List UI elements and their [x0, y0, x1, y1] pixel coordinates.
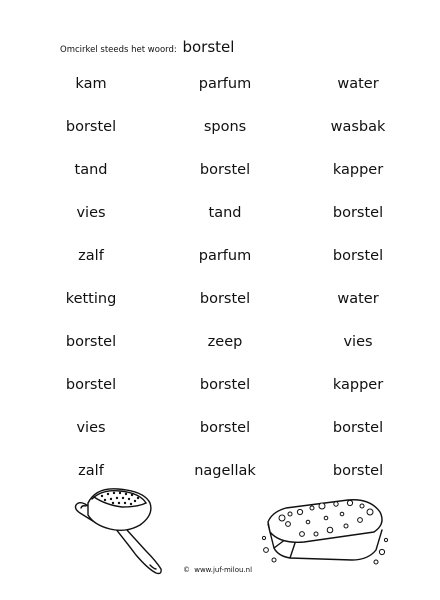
- word-cell[interactable]: borstel: [65, 377, 117, 393]
- word-row: [0, 162, 440, 188]
- word-row: [0, 420, 440, 446]
- word-row: [0, 377, 440, 403]
- word-cell[interactable]: borstel: [65, 119, 117, 135]
- word-row: [0, 205, 440, 231]
- word-cell[interactable]: spons: [203, 119, 247, 135]
- word-cell[interactable]: zeep: [207, 334, 243, 350]
- word-cell[interactable]: water: [337, 76, 379, 92]
- word-row: [0, 76, 440, 102]
- word-cell[interactable]: borstel: [199, 377, 251, 393]
- word-cell[interactable]: vies: [343, 334, 373, 350]
- word-cell[interactable]: kapper: [332, 162, 384, 178]
- instruction-line: [60, 38, 234, 56]
- word-cell[interactable]: borstel: [332, 205, 384, 221]
- word-cell[interactable]: borstel: [332, 463, 384, 479]
- instruction-prefix: Omcirkel steeds het woord:: [60, 45, 177, 55]
- word-cell[interactable]: borstel: [65, 334, 117, 350]
- copyright-symbol: ©: [183, 566, 190, 574]
- soap-icon: [260, 490, 390, 570]
- word-cell[interactable]: borstel: [332, 420, 384, 436]
- footer-credit: [183, 566, 252, 574]
- word-cell[interactable]: borstel: [332, 248, 384, 264]
- word-row: [0, 291, 440, 317]
- word-cell[interactable]: tand: [74, 162, 108, 178]
- word-cell[interactable]: parfum: [198, 76, 252, 92]
- word-cell[interactable]: borstel: [199, 291, 251, 307]
- word-cell[interactable]: kam: [75, 76, 107, 92]
- target-word: borstel: [182, 38, 235, 56]
- brush-icon: [66, 485, 181, 580]
- word-cell[interactable]: borstel: [199, 162, 251, 178]
- word-cell[interactable]: vies: [76, 205, 106, 221]
- word-cell[interactable]: water: [337, 291, 379, 307]
- word-cell[interactable]: zalf: [78, 463, 104, 479]
- word-cell[interactable]: zalf: [78, 248, 104, 264]
- website-link[interactable]: www.juf-milou.nl: [194, 566, 253, 574]
- word-row: [0, 334, 440, 360]
- word-cell[interactable]: vies: [76, 420, 106, 436]
- word-cell[interactable]: parfum: [198, 248, 252, 264]
- word-cell[interactable]: wasbak: [330, 119, 386, 135]
- word-row: [0, 119, 440, 145]
- word-cell[interactable]: tand: [208, 205, 242, 221]
- word-cell[interactable]: nagellak: [194, 463, 256, 479]
- word-row: [0, 248, 440, 274]
- word-cell[interactable]: ketting: [65, 291, 117, 307]
- word-cell[interactable]: borstel: [199, 420, 251, 436]
- word-cell[interactable]: kapper: [332, 377, 384, 393]
